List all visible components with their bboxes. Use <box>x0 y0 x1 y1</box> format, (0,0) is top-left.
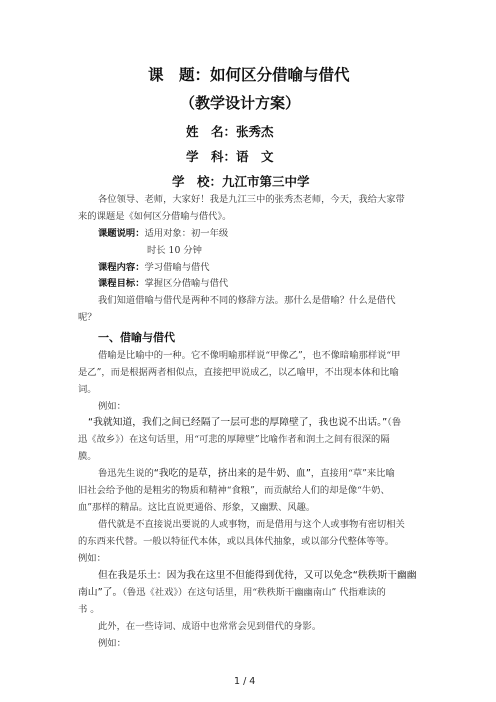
example-1-line-2: 迅《故乡》）在这句话里，用“可悲的厚障壁”比喻作者和润土之间有很深的隔 <box>78 434 390 445</box>
also-line: 此外，在一些诗词、成语中也常常会见到借代的身影。 <box>98 621 322 632</box>
example-1-line-3: 膜。 <box>78 451 97 462</box>
example-label-3: 例如： <box>98 638 126 649</box>
example-1-line-1 <box>88 416 401 429</box>
course-description <box>98 227 228 240</box>
example-3-line-3: 书 。 <box>78 604 100 615</box>
example-2-line-1 <box>98 467 395 480</box>
course-goal-label: 课程目标： <box>98 278 145 289</box>
metonymy-def-line-1: 借代就是不直接说出要说的人或事物，而是借用与这个人或事物有密切相关 <box>98 519 405 530</box>
teacher-name: 姓 名：张秀杰 <box>186 124 274 139</box>
metaphor-def-line-3: 词。 <box>78 384 97 395</box>
example-2-prefix: 鲁迅先生说的 <box>98 468 154 479</box>
course-content-value: 学习借喻与借代 <box>144 262 210 273</box>
example-2-quote: “我吃的是草，挤出来的是牛奶、血” <box>153 468 311 479</box>
metaphor-def-line-2: 是乙”，而是根据两者相似点，直接把甲说成乙，以乙喻甲，不出现本体和比喻 <box>78 367 399 378</box>
example-2-line-3: 血”那样的精品。这比直说更通俗、形象，又幽默、风趣。 <box>78 502 316 513</box>
course-description-value: 适用对象：初一年级 <box>144 228 229 239</box>
example-3-line-2 <box>78 586 386 599</box>
course-duration: 时长 10 分钟 <box>147 245 202 256</box>
course-title: 课 题：如何区分借喻与借代 <box>148 66 350 84</box>
intro-line-1: 各位领导、老师，大家好！我是九江三中的张秀杰老师，今天，我给大家带 <box>98 194 405 205</box>
example-3-quote-end: 南山”了。 <box>78 587 123 598</box>
example-label-2: 例如： <box>78 553 106 564</box>
course-description-label: 课题说明： <box>98 228 145 239</box>
course-content <box>98 261 210 274</box>
example-3-tail: （鲁迅《社戏》）在这句话里，用“秩秩斯干幽幽南山” 代指难读的 <box>122 587 386 598</box>
example-2-line-2: 旧社会给予他的是粗劣的物质和精神“食粮”，而贡献给人们的却是像“牛奶、 <box>78 485 390 496</box>
metaphor-def-line-1: 借喻是比喻中的一种。它不像明喻那样说“甲像乙”，也不像暗喻那样说“甲 <box>98 350 401 361</box>
example-1-tail: （鲁 <box>387 417 402 428</box>
course-goal <box>98 277 228 290</box>
course-subtitle: （教学设计方案） <box>180 94 301 112</box>
example-1-quote: “我就知道，我们之间已经隔了一层可悲的厚障壁了，我也说不出话。” <box>88 417 388 428</box>
course-goal-value: 掌握区分借喻与借代 <box>144 278 229 289</box>
question-line-1: 我们知道借喻与借代是两种不同的修辞方法。那什么是借喻？什么是借代 <box>98 295 396 306</box>
page-number: 1 / 4 <box>234 676 256 687</box>
question-line-2: 呢？ <box>78 312 97 323</box>
example-2-tail: ，直接用“草”来比喻 <box>310 468 395 479</box>
section-heading: 一、借喻与借代 <box>98 331 175 344</box>
intro-line-2: 来的课题是《如何区分借喻与借代》。 <box>78 211 232 222</box>
course-content-label: 课程内容： <box>98 262 145 273</box>
school-line: 学 校：九江市第三中学 <box>172 174 310 189</box>
example-label-1: 例如： <box>98 401 126 412</box>
subject-line: 学 科：语 文 <box>186 149 274 164</box>
example-3-line-1: 但在我是乐土：因为我在这里不但能得到优待，又可以免念“秩秩斯干幽幽 <box>98 570 417 581</box>
metonymy-def-line-2: 的东西来代替。一般以特征代本体，或以具体代抽象，或以部分代整体等等。 <box>78 536 395 547</box>
